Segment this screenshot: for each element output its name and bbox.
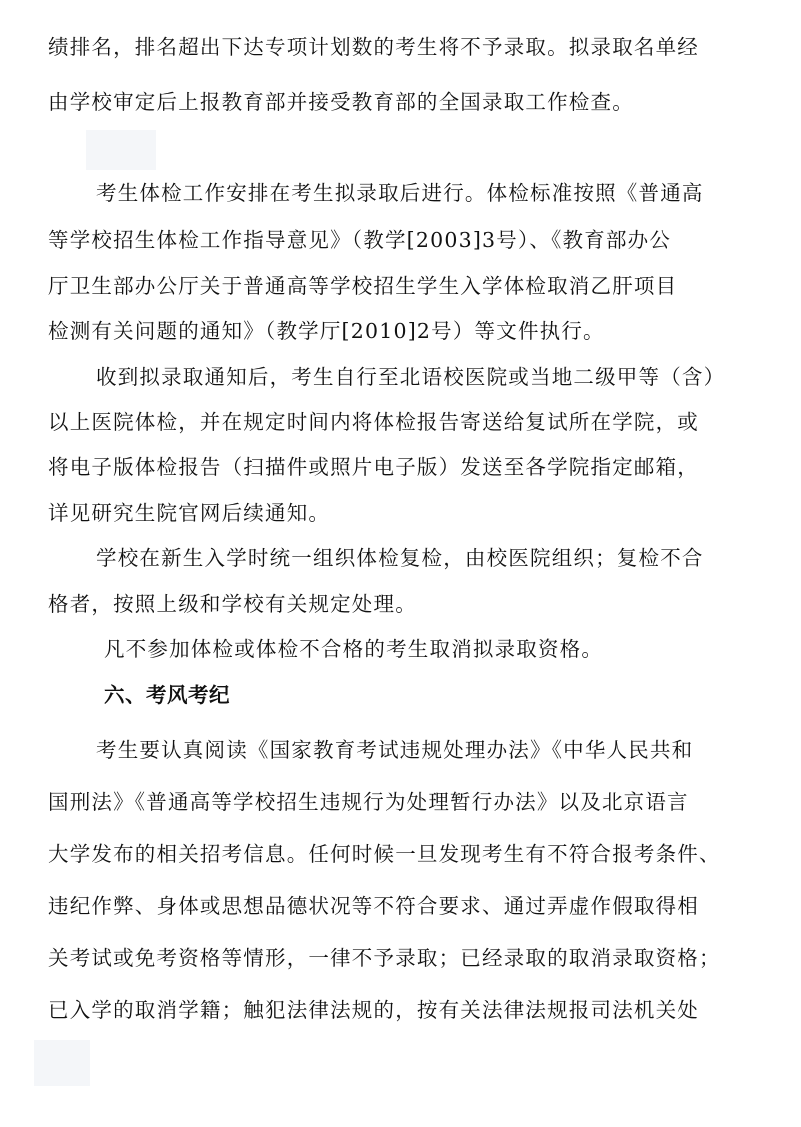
text-line: 国刑法》《普通高等学校招生违规行为处理暂行办法》以及北京语言 (48, 790, 689, 814)
text-line: 以上医院体检，并在规定时间内将体检报告寄送给复试所在学院，或 (48, 410, 699, 434)
scan-artifact (34, 1040, 90, 1086)
text-line: 绩排名，排名超出下达专项计划数的考生将不予录取。拟录取名单经 (48, 35, 699, 59)
scan-artifact (86, 130, 156, 170)
text-line: 由学校审定后上报教育部并接受教育部的全国录取工作检查。 (48, 90, 634, 114)
section-heading: 六、考风考纪 (104, 683, 230, 707)
text-line: 检测有关问题的通知》（教学厅[2010]2号）等文件执行。 (48, 319, 605, 343)
text-line: 厅卫生部办公厅关于普通高等学校招生学生入学体检取消乙肝项目 (48, 274, 678, 298)
text-line: 考生体检工作安排在考生拟录取后进行。体检标准按照《普通高 (96, 181, 704, 205)
text-line: 考生要认真阅读《国家教育考试违规处理办法》《中华人民共和 (96, 738, 694, 762)
text-line: 违纪作弊、身体或思想品德状况等不符合要求、通过弄虚作假取得相 (48, 894, 699, 918)
text-line: 大学发布的相关招考信息。任何时候一旦发现考生有不符合报考条件、 (48, 842, 721, 866)
text-line: 关考试或免考资格等情形，一律不予录取；已经录取的取消录取资格； (48, 946, 721, 970)
text-line: 收到拟录取通知后，考生自行至北语校医院或当地二级甲等（含） (96, 365, 726, 389)
text-line: 将电子版体检报告（扫描件或照片电子版）发送至各学院指定邮箱， (48, 455, 699, 479)
text-line: 格者，按照上级和学校有关规定处理。 (48, 592, 417, 616)
text-line: 已入学的取消学籍；触犯法律法规的，按有关法律法规报司法机关处 (48, 998, 699, 1022)
text-line: 学校在新生入学时统一组织体检复检，由校医院组织；复检不合 (96, 546, 704, 570)
text-line: 详见研究生院官网后续通知。 (48, 501, 331, 525)
text-line: 等学校招生体检工作指导意见》（教学[2003]3号）、《教育部办公 (48, 228, 672, 252)
text-line: 凡不参加体检或体检不合格的考生取消拟录取资格。 (104, 637, 604, 661)
